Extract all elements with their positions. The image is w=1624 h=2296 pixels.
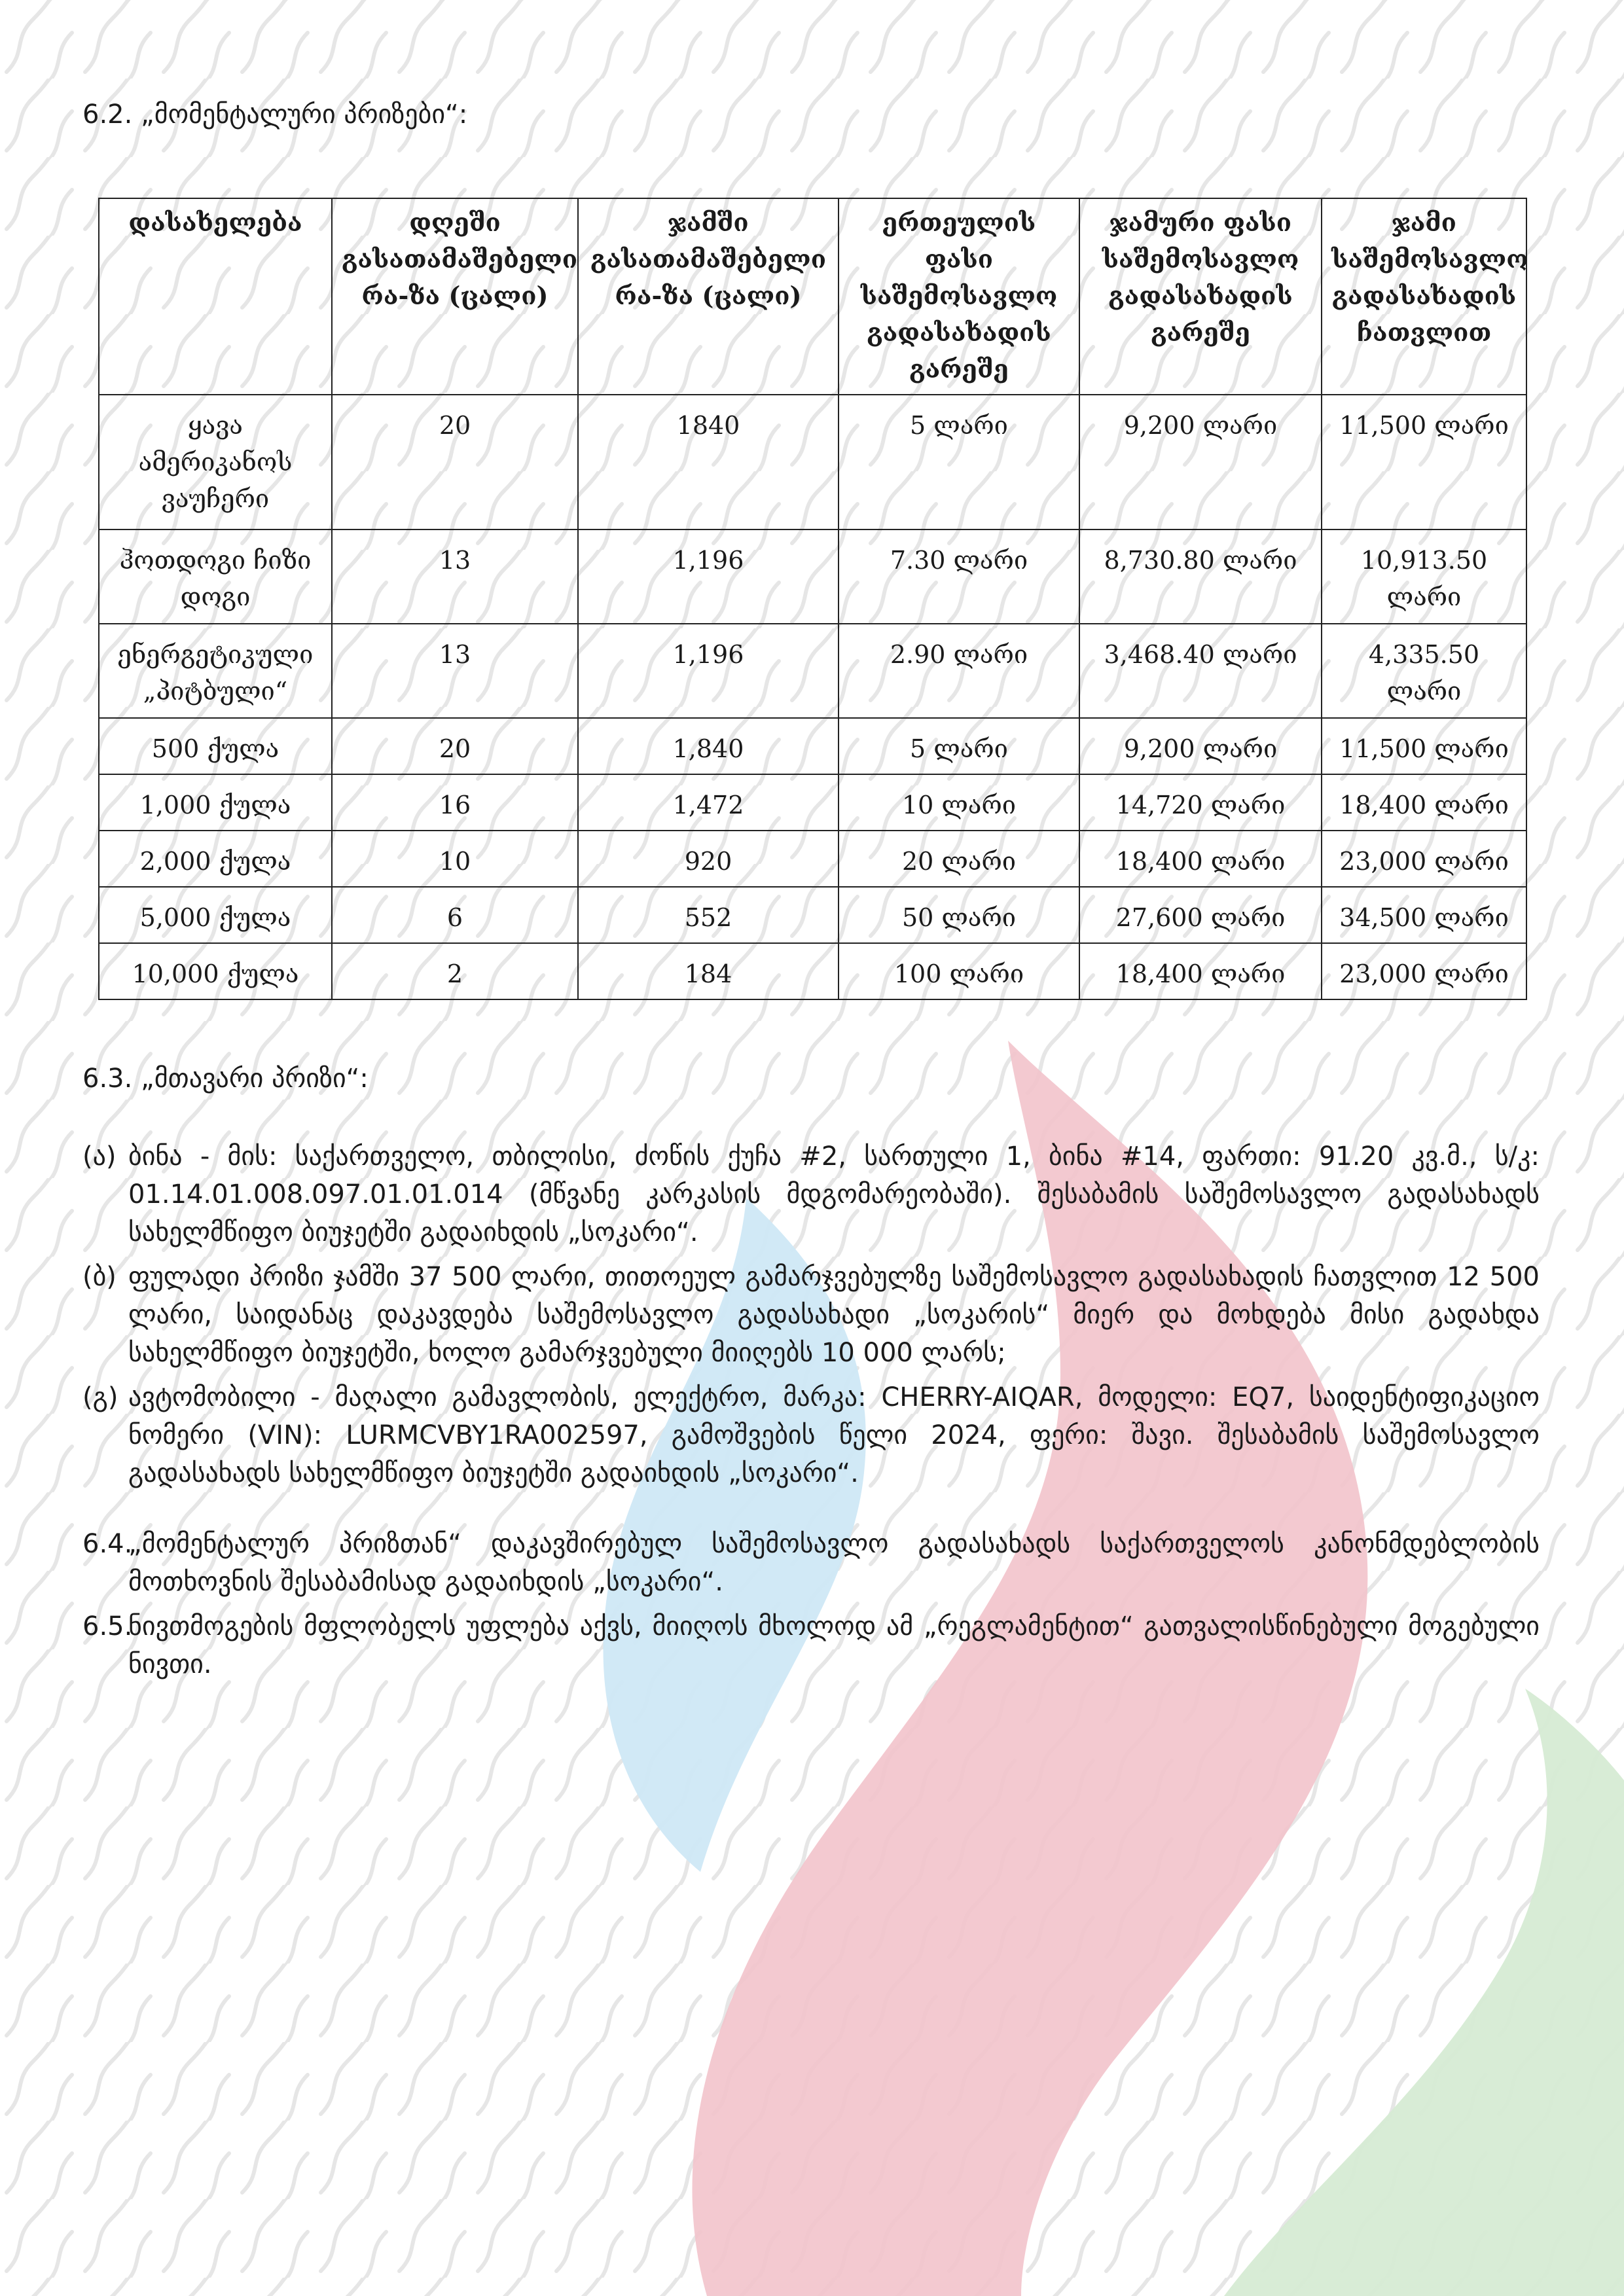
- clause-6-5: [82, 1607, 1540, 1683]
- list-marker: (ბ): [82, 1262, 117, 1292]
- header-total-quantity: ჯამში გასათამაშებელი რა-ზა (ცალი): [578, 198, 839, 395]
- table-cell: 7.30 ლარი: [839, 529, 1079, 624]
- table-cell: 1,196: [578, 624, 839, 718]
- table-row: [99, 943, 1526, 999]
- instant-prizes-table: [98, 198, 1527, 1000]
- table-cell: 5 ლარი: [839, 718, 1079, 774]
- section-6-3-heading: 6.3. „მთავარი პრიზი“:: [82, 1064, 369, 1094]
- table-cell: 3,468.40 ლარი: [1079, 624, 1322, 718]
- list-item: [82, 1378, 1540, 1492]
- table-cell: ჰოთდოგი ჩიზი დოგი: [99, 529, 332, 624]
- table-cell: 1,472: [578, 774, 839, 831]
- table-cell: 23,000 ლარი: [1322, 831, 1526, 887]
- header-total-price: ჯამური ფასი საშემოსავლო გადასახადის გარეშე: [1079, 198, 1322, 395]
- header-name: დასახელება: [99, 198, 332, 395]
- table-cell: 920: [578, 831, 839, 887]
- table-cell: 50 ლარი: [839, 887, 1079, 943]
- clause-text: „მომენტალურ პრიზთან“ დაკავშირებულ საშემოსავლო გადასახადს საქართველოს კანონმდებლობის მოთხოვნის შესაბამისად გადაიხდის „სოკარი“.: [128, 1529, 1540, 1597]
- table-cell: 18,400 ლარი: [1322, 774, 1526, 831]
- table-cell: 552: [578, 887, 839, 943]
- table-cell: 11,500 ლარი: [1322, 395, 1526, 529]
- table-cell: 27,600 ლარი: [1079, 887, 1322, 943]
- table-row: [99, 529, 1526, 624]
- table-cell: 34,500 ლარი: [1322, 887, 1526, 943]
- list-item-text: ბინა - მის: საქართველო, თბილისი, ძოწის ქუჩა #2, სართული 1, ბინა #14, ფართი: 91.20 კვ.მ., ს/კ: 01.14.01.008.097.01.01.014 (მწვანე კარკასის მდგომარეობაში). შესაბამის საშემოსავლო გადასახადს სახელმწიფო ბიუჯეტში გადაიხდის „სოკარი“.: [128, 1141, 1540, 1247]
- header-total-with-tax: ჯამი საშემოსავლო გადასახადის ჩათვლით: [1322, 198, 1526, 395]
- table-cell: 5,000 ქულა: [99, 887, 332, 943]
- table-cell: 5 ლარი: [839, 395, 1079, 529]
- table-cell: 1,196: [578, 529, 839, 624]
- table-header-row: [99, 198, 1526, 395]
- list-item: [82, 1258, 1540, 1372]
- list-item-text: ავტომობილი - მაღალი გამავლობის, ელექტრო, მარკა: CHERRY-AIQAR, მოდელი: EQ7, საიდენტიფიკაციო ნომერი (VIN): LURMCVBY1RA002597, გამოშვების წელი 2024, ფერი: შავი. შესაბამის საშემოსავლო გადასახადს სახელმწიფო ბიუჯეტში გადაიხდის „სოკარი“.: [128, 1382, 1540, 1488]
- table-row: [99, 624, 1526, 718]
- table-cell: 1,840: [578, 718, 839, 774]
- table-cell: 10 ლარი: [839, 774, 1079, 831]
- list-marker: (ა): [82, 1141, 117, 1172]
- table-cell: 1840: [578, 395, 839, 529]
- table-cell: 184: [578, 943, 839, 999]
- table-cell: 10,000 ქულა: [99, 943, 332, 999]
- list-item-text: ფულადი პრიზი ჯამში 37 500 ლარი, თითოეულ გამარჯვებულზე საშემოსავლო გადასახადის ჩათვლით 12 500 ლარი, საიდანაც დაკავდება საშემოსავლო გადასახადი „სოკარის“ მიერ და მოხდება მისი გადახდა სახელმწიფო ბიუჯეტში, ხოლო გამარჯვებული მიიღებს 10 000 ლარს;: [128, 1262, 1540, 1368]
- header-daily-quantity: დღეში გასათამაშებელი რა-ზა (ცალი): [332, 198, 578, 395]
- main-prizes-list: [82, 1138, 1540, 1690]
- table-cell: 2,000 ქულა: [99, 831, 332, 887]
- table-cell: 20: [332, 718, 578, 774]
- clause-number: 6.4.: [82, 1529, 133, 1559]
- table-cell: 9,200 ლარი: [1079, 395, 1322, 529]
- table-cell: ენერგეტიკული „პიტბული“: [99, 624, 332, 718]
- table-cell: 13: [332, 624, 578, 718]
- clause-text: ნივთმოგების მფლობელს უფლება აქვს, მიიღოს მხოლოდ ამ „რეგლამენტით“ გათვალისწინებული მოგებული ნივთი.: [128, 1611, 1540, 1679]
- table-cell: 16: [332, 774, 578, 831]
- table-cell: 2: [332, 943, 578, 999]
- table-cell: 6: [332, 887, 578, 943]
- table-cell: 20: [332, 395, 578, 529]
- table-row: [99, 395, 1526, 529]
- list-marker: (გ): [82, 1382, 118, 1412]
- table-cell: 9,200 ლარი: [1079, 718, 1322, 774]
- table-row: [99, 887, 1526, 943]
- table-cell: 18,400 ლარი: [1079, 943, 1322, 999]
- table-cell: 4,335.50 ლარი: [1322, 624, 1526, 718]
- table-cell: 1,000 ქულა: [99, 774, 332, 831]
- table-row: [99, 831, 1526, 887]
- header-unit-price: ერთეულის ფასი საშემოსავლო გადასახადის გარეშე: [839, 198, 1079, 395]
- table-cell: 23,000 ლარი: [1322, 943, 1526, 999]
- clause-number: 6.5.: [82, 1611, 133, 1641]
- table-cell: 100 ლარი: [839, 943, 1079, 999]
- table-row: [99, 718, 1526, 774]
- table-row: [99, 774, 1526, 831]
- table-cell: 18,400 ლარი: [1079, 831, 1322, 887]
- table-cell: 8,730.80 ლარი: [1079, 529, 1322, 624]
- list-item: [82, 1138, 1540, 1251]
- table-cell: 20 ლარი: [839, 831, 1079, 887]
- table-cell: 13: [332, 529, 578, 624]
- table-cell: 10: [332, 831, 578, 887]
- clause-6-4: [82, 1525, 1540, 1601]
- table-cell: 500 ქულა: [99, 718, 332, 774]
- table-cell: 14,720 ლარი: [1079, 774, 1322, 831]
- table-cell: 10,913.50 ლარი: [1322, 529, 1526, 624]
- table-cell: ყავა ამერიკანოს ვაუჩერი: [99, 395, 332, 529]
- table-cell: 2.90 ლარი: [839, 624, 1079, 718]
- section-6-2-heading: 6.2. „მომენტალური პრიზები“:: [82, 99, 468, 130]
- table-cell: 11,500 ლარი: [1322, 718, 1526, 774]
